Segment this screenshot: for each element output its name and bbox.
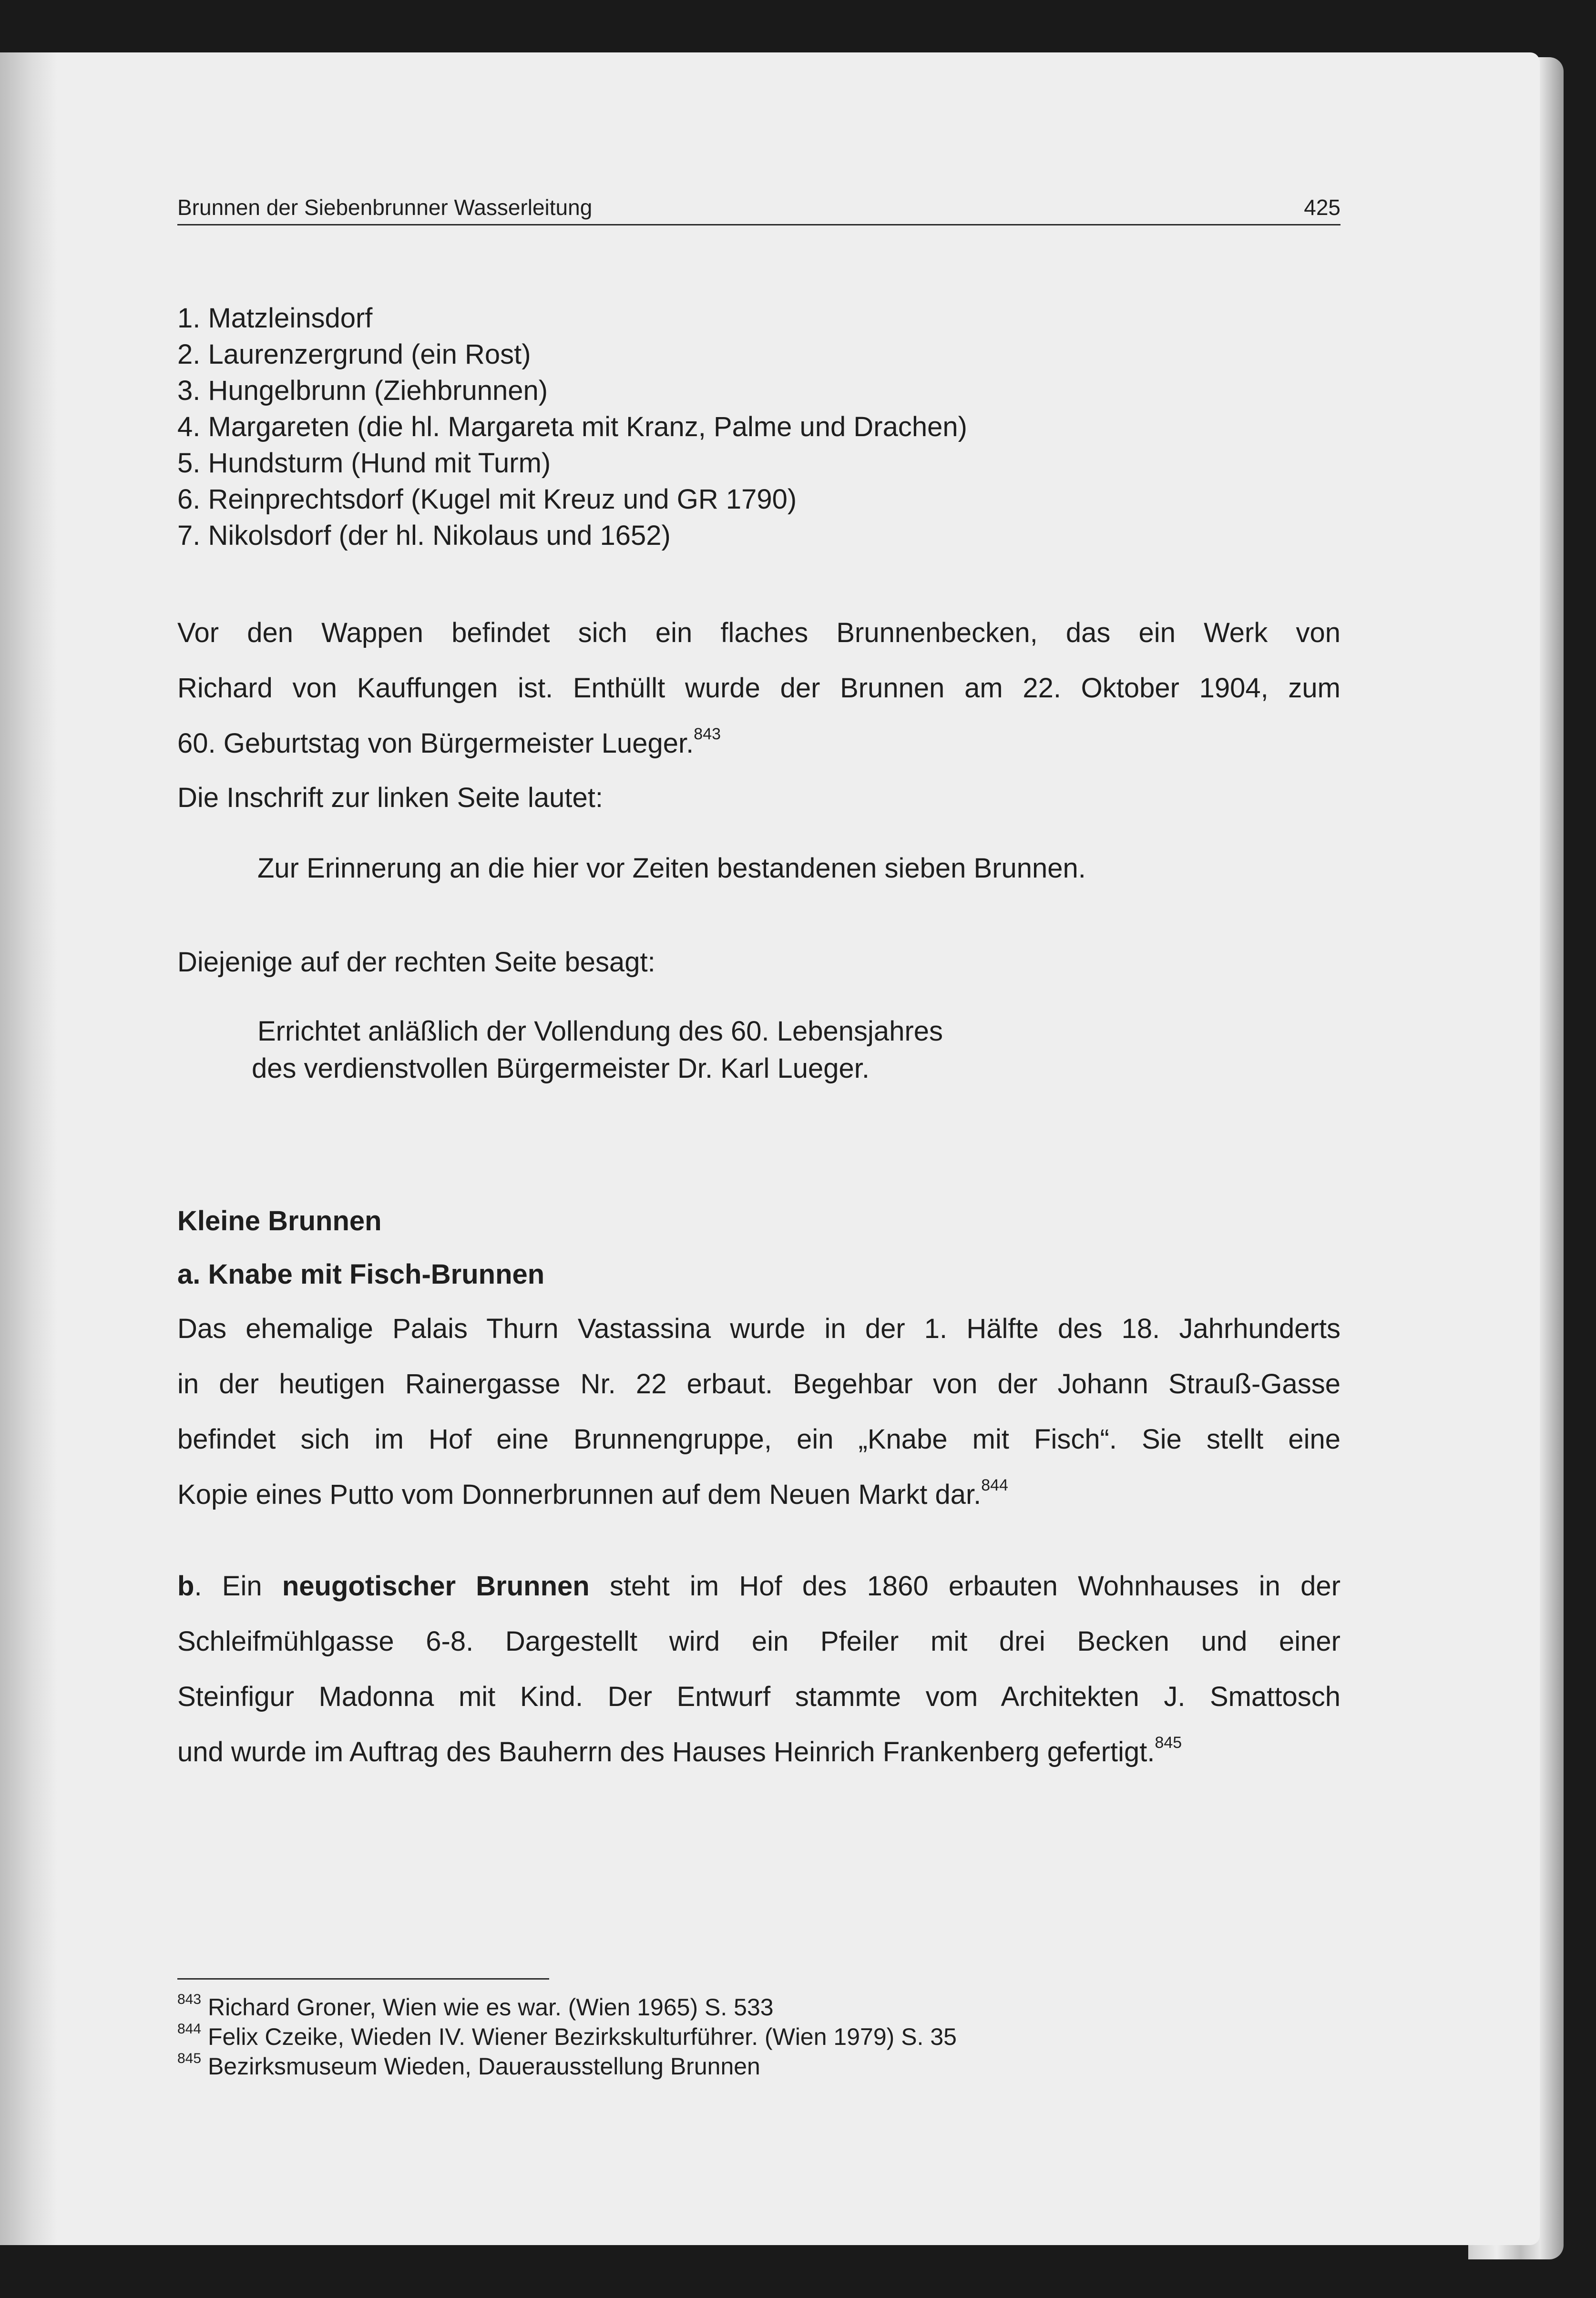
- inscription-left-intro: Die Inschrift zur linken Seite lautet:: [177, 782, 603, 813]
- paragraph-text: . Ein: [194, 1571, 282, 1602]
- page-number: 425: [1304, 195, 1340, 220]
- paragraph-line: Richard von Kauffungen ist. Enthüllt wurde der Brunnen am 22. Oktober 1904, zum: [177, 673, 1340, 704]
- list-item: 3. Hungelbrunn (Ziehbrunnen): [177, 375, 548, 406]
- footnote-number: 843: [177, 1992, 202, 2007]
- paragraph-text: 60. Geburtstag von Bürgermeister Lueger.: [177, 728, 694, 759]
- footnotes: [177, 1992, 957, 2081]
- footnote-text: Bezirksmuseum Wieden, Dauerausstellung Brunnen: [201, 2053, 760, 2080]
- footnote-ref: 844: [981, 1476, 1008, 1494]
- list-item: 2. Laurenzergrund (ein Rost): [177, 339, 531, 370]
- inscription-right-line: Errichtet anläßlich der Vollendung des 60. Lebensjahres: [257, 1016, 943, 1047]
- paragraph-line: Schleifmühlgasse 6-8. Dargestellt wird ein Pfeiler mit drei Becken und einer: [177, 1626, 1340, 1657]
- district-list: [177, 300, 967, 554]
- list-item: 5. Hundsturm (Hund mit Turm): [177, 448, 551, 479]
- list-item: 4. Margareten (die hl. Margareta mit Kranz, Palme und Drachen): [177, 411, 967, 442]
- footnote-separator: [177, 1978, 549, 1980]
- footnote-ref: 845: [1155, 1734, 1182, 1752]
- paragraph-text: Kopie eines Putto vom Donnerbrunnen auf dem Neuen Markt dar.: [177, 1479, 982, 1510]
- footnote-number: 845: [177, 2051, 202, 2066]
- paragraph-line: [177, 1559, 1340, 1614]
- footnote: [177, 1992, 957, 2022]
- header-title: Brunnen der Siebenbrunner Wasserleitung: [177, 195, 593, 220]
- footnote-text: Felix Czeike, Wieden IV. Wiener Bezirkskulturführer. (Wien 1979) S. 35: [201, 2023, 957, 2050]
- list-item: 1. Matzleinsdorf: [177, 303, 373, 334]
- inscription-right-line: des verdienstvollen Bürgermeister Dr. Karl Lueger.: [252, 1053, 870, 1084]
- inscription-left: Zur Erinnerung an die hier vor Zeiten bestandenen sieben Brunnen.: [257, 853, 1086, 884]
- paragraph-line: [177, 716, 1340, 771]
- section-title: Kleine Brunnen: [177, 1205, 382, 1236]
- list-item: 7. Nikolsdorf (der hl. Nikolaus und 1652): [177, 520, 671, 551]
- paragraph-line: Das ehemalige Palais Thurn Vastassina wurde in der 1. Hälfte des 18. Jahrhunderts: [177, 1313, 1340, 1344]
- footnote-text: Richard Groner, Wien wie es war. (Wien 1965) S. 533: [201, 1994, 774, 2021]
- subsection-b-label: b: [177, 1571, 194, 1602]
- paragraph-text: steht im Hof des 1860 erbauten Wohnhauses in der: [589, 1571, 1341, 1602]
- paragraph-line: [177, 1467, 1340, 1522]
- page-gutter: [0, 52, 57, 2245]
- running-header: [177, 191, 1340, 225]
- footnote: [177, 2022, 957, 2052]
- paragraph-line: in der heutigen Rainergasse Nr. 22 erbaut. Begehbar von der Johann Strauß-Gasse: [177, 1369, 1340, 1399]
- subsection-a-title: a. Knabe mit Fisch-Brunnen: [177, 1259, 545, 1290]
- subsection-b-bold: neugotischer Brunnen: [282, 1571, 590, 1602]
- footnote-ref: 843: [694, 725, 721, 743]
- paragraph-wappen: [177, 605, 1340, 771]
- footnote-number: 844: [177, 2021, 202, 2037]
- paragraph-line: Vor den Wappen befindet sich ein flaches Brunnenbecken, das ein Werk von: [177, 617, 1340, 648]
- paragraph-neugotisch: [177, 1559, 1340, 1780]
- paragraph-knabe: [177, 1301, 1340, 1522]
- paragraph-line: Steinfigur Madonna mit Kind. Der Entwurf stammte vom Architekten J. Smattosch: [177, 1681, 1340, 1712]
- paragraph-line: befindet sich im Hof eine Brunnengruppe, ein „Knabe mit Fisch“. Sie stellt eine: [177, 1424, 1340, 1455]
- list-item: 6. Reinprechtsdorf (Kugel mit Kreuz und GR 1790): [177, 484, 797, 515]
- paragraph-line: [177, 1725, 1340, 1780]
- inscription-right-intro: Diejenige auf der rechten Seite besagt:: [177, 947, 655, 978]
- paragraph-text: und wurde im Auftrag des Bauherrn des Hauses Heinrich Frankenberg gefertigt.: [177, 1736, 1155, 1767]
- footnote: [177, 2052, 957, 2081]
